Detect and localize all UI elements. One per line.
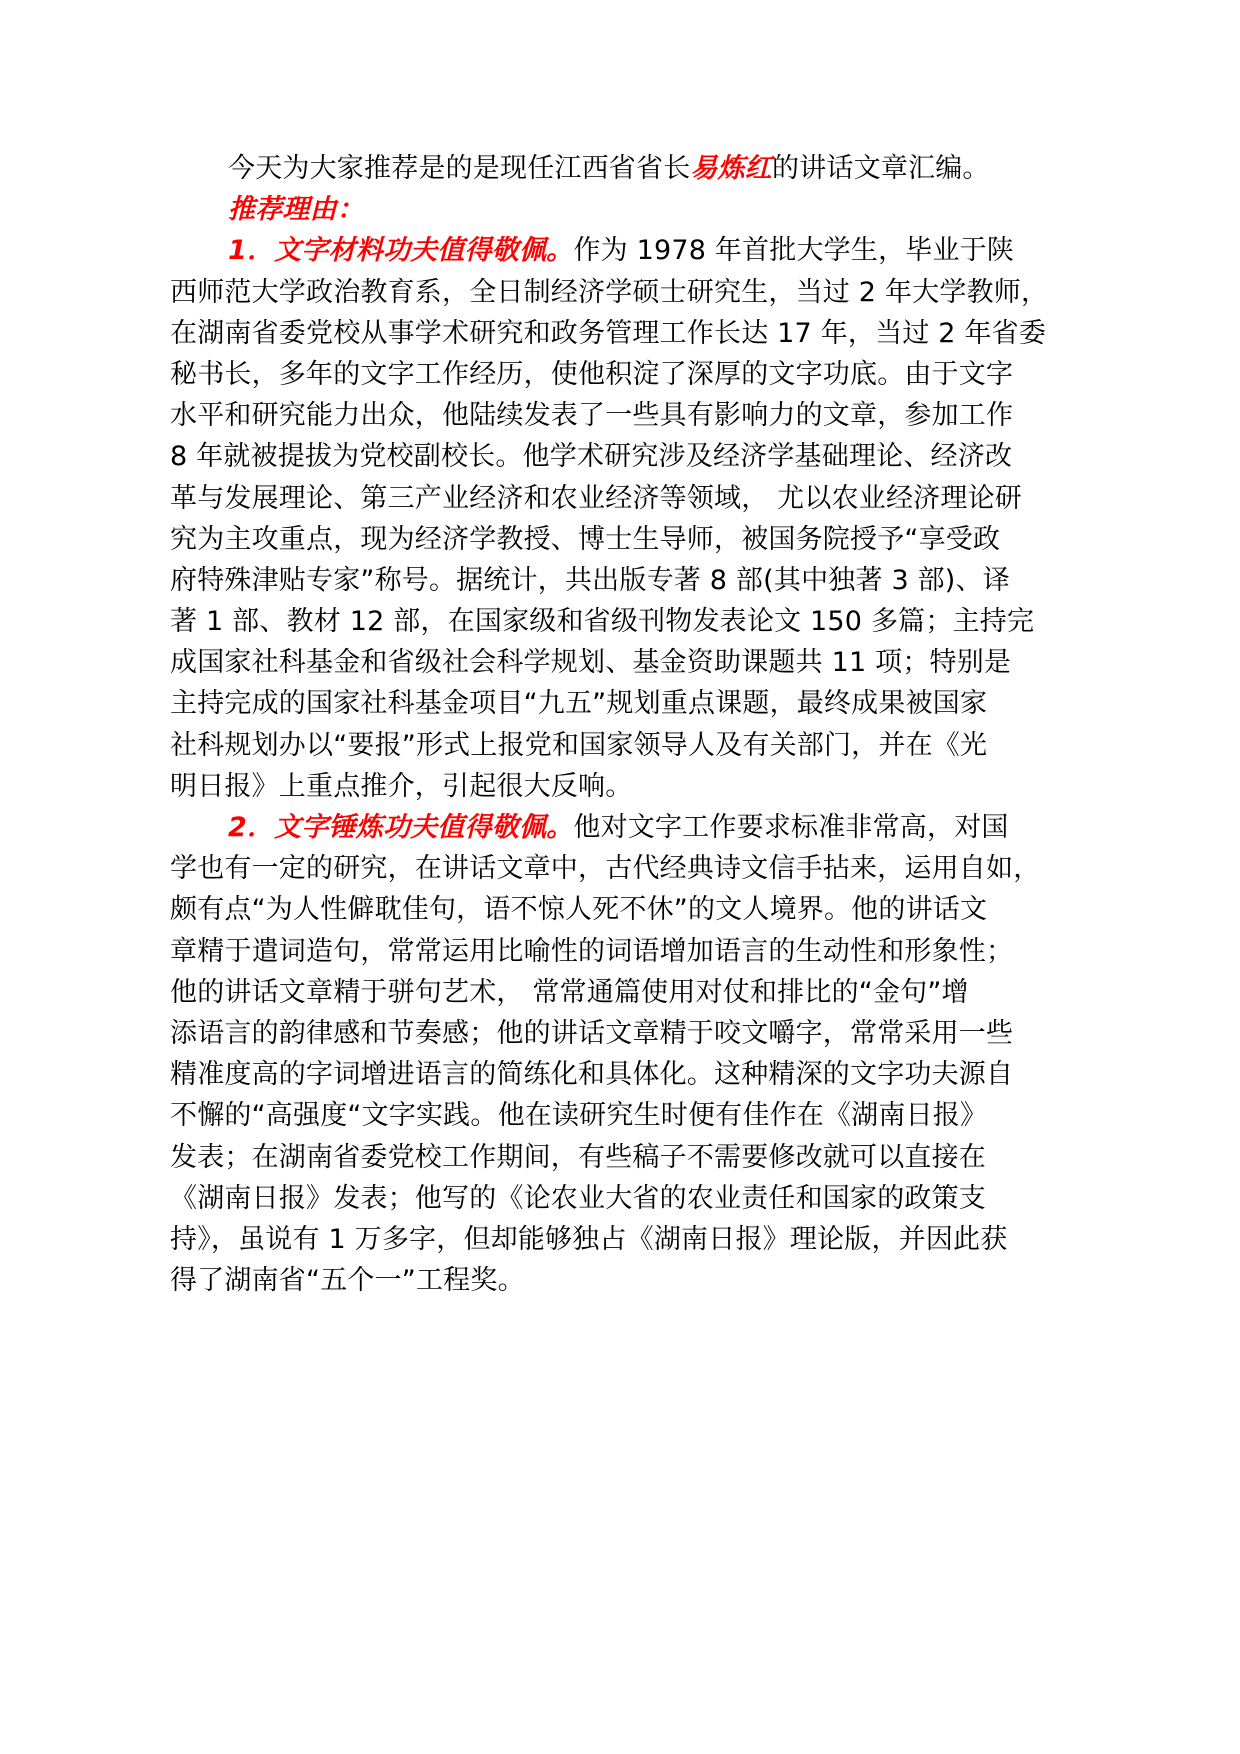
point-2-heading: 2．文字锤炼功夫值得敬佩。 bbox=[228, 812, 574, 843]
intro-paragraph bbox=[170, 148, 1082, 189]
point-2-line: 颇有点“为人性僻耽佳句，语不惊人死不休”的文人境界。他的讲话文 bbox=[170, 894, 988, 926]
point-1-line: 西师范大学政治教育系，全日制经济学硕士研究生，当过 2 年大学教师， bbox=[170, 276, 1049, 308]
point-2-line: 不懈的“高强度“文字实践。他在读研究生时便有佳作在《湖南日报》 bbox=[170, 1100, 988, 1132]
point-2-line: 章精于遣词造句，常常运用比喻性的词语增加语言的生动性和形象性； bbox=[170, 935, 1014, 967]
intro-text-after: 的讲话文章汇编。 bbox=[772, 153, 990, 184]
point-1-line: 8 年就被提拔为党校副校长。他学术研究涉及经济学基础理论、经济改 bbox=[170, 441, 1013, 473]
point-1-line: 成国家社科基金和省级社会科学规划、基金资助课题共 11 项；特别是 bbox=[170, 647, 1012, 679]
point-1-line: 水平和研究能力出众，他陆续发表了一些具有影响力的文章，参加工作 bbox=[170, 400, 1014, 432]
point-1-paragraph bbox=[170, 230, 1082, 807]
point-1-line bbox=[170, 230, 1082, 271]
point-2-line bbox=[170, 807, 1082, 848]
point-1-line: 主持完成的国家社科基金项目“九五”规划重点课题，最终成果被国家 bbox=[170, 688, 988, 720]
point-2-line: 发表；在湖南省委党校工作期间，有些稿子不需要修改就可以直接在 bbox=[170, 1141, 986, 1173]
point-1-line: 究为主攻重点，现为经济学教授、博士生导师，被国务院授予“享受政 bbox=[170, 523, 1001, 555]
point-2-line: 得了湖南省“五个一”工程奖。 bbox=[170, 1265, 525, 1297]
point-2-line: 添语言的韵律感和节奏感；他的讲话文章精于咬文嚼字，常常采用一些 bbox=[170, 1017, 1014, 1049]
point-2-line: 他的讲话文章精于骈句艺术， 常常通篇使用对仗和排比的“金句”增 bbox=[170, 976, 969, 1008]
point-2-text: 他对文字工作要求标准非常高，对国 bbox=[573, 812, 1009, 843]
point-2-paragraph bbox=[170, 807, 1082, 1301]
point-1-line: 秘书长，多年的文字工作经历，使他积淀了深厚的文字功底。由于文字 bbox=[170, 358, 1014, 390]
point-1-line: 社科规划办以“要报”形式上报党和国家领导人及有关部门，并在《光 bbox=[170, 729, 988, 761]
intro-text-before: 今天为大家推荐是的是现任江西省省长 bbox=[228, 153, 691, 184]
point-1-heading: 1．文字材料功夫值得敬佩。 bbox=[228, 235, 574, 267]
reasons-heading-text: 推荐理由： bbox=[228, 194, 364, 226]
point-1-line: 著 1 部、教材 12 部，在国家级和省级刊物发表论文 150 多篇；主持完 bbox=[170, 606, 1035, 638]
point-2-line: 持》，虽说有 1 万多字，但却能够独占《湖南日报》理论版，并因此获 bbox=[170, 1223, 1008, 1255]
point-1-text: 作为 1978 年首批大学生，毕业于陕 bbox=[573, 235, 1015, 267]
point-2-line: 《湖南日报》发表；他写的《论农业大省的农业责任和国家的政策支 bbox=[170, 1182, 986, 1214]
governor-name: 易炼红 bbox=[690, 153, 773, 184]
point-1-line: 府特殊津贴专家”称号。据统计，共出版专著 8 部(其中独著 3 部)、译 bbox=[170, 564, 1010, 596]
point-1-line: 革与发展理论、第三产业经济和农业经济等领域， 尤以农业经济理论研 bbox=[170, 482, 1022, 514]
document-body bbox=[170, 148, 1082, 1301]
point-1-line: 明日报》上重点推介，引起很大反响。 bbox=[170, 770, 633, 802]
point-2-line: 学也有一定的研究，在讲话文章中，古代经典诗文信手拈来，运用自如， bbox=[170, 853, 1041, 885]
point-1-line: 在湖南省委党校从事学术研究和政务管理工作长达 17 年，当过 2 年省委 bbox=[170, 317, 1047, 349]
point-2-line: 精准度高的字词增进语言的简练化和具体化。这种精深的文字功夫源自 bbox=[170, 1059, 1014, 1091]
reasons-heading bbox=[170, 189, 1082, 230]
